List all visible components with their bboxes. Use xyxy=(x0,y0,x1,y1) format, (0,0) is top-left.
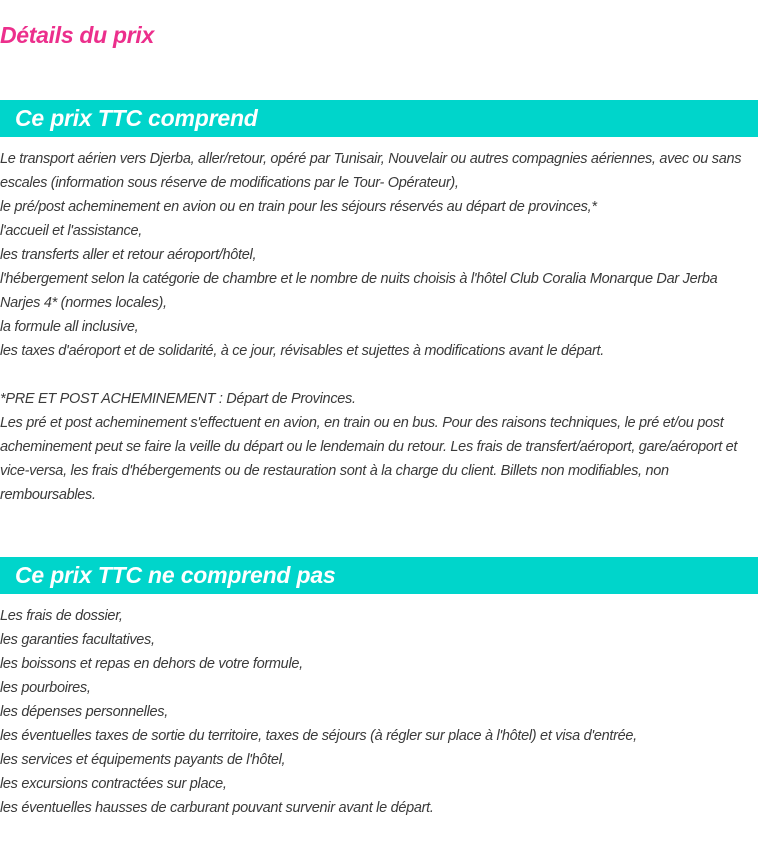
included-section-header: Ce prix TTC comprend xyxy=(0,100,758,137)
list-item: les éventuelles taxes de sortie du territoire, taxes de séjours (à régler sur place à l'hôtel) et visa d'entrée, xyxy=(0,728,637,744)
page-title: Détails du prix xyxy=(0,22,154,48)
excluded-section-header: Ce prix TTC ne comprend pas xyxy=(0,557,758,594)
list-item: les services et équipements payants de l'hôtel, xyxy=(0,752,286,768)
list-item: les excursions contractées sur place, xyxy=(0,776,227,792)
list-item: l'accueil et l'assistance, xyxy=(0,223,143,239)
list-item: les taxes d'aéroport et de solidarité, à ce jour, révisables et sujettes à modifications avant le départ. xyxy=(0,343,604,359)
excluded-section-body xyxy=(0,604,750,820)
list-item: les boissons et repas en dehors de votre formule, xyxy=(0,656,303,672)
list-item: les éventuelles hausses de carburant pouvant survenir avant le départ. xyxy=(0,800,434,816)
list-item: les pourboires, xyxy=(0,680,91,696)
list-item: Le transport aérien vers Djerba, aller/retour, opéré par Tunisair, Nouvelair ou autres compagnies aériennes, avec ou sans escales (information sous réserve de modifications par le Tour- Opérateur), xyxy=(0,151,742,191)
list-item: la formule all inclusive, xyxy=(0,319,139,335)
list-item: les garanties facultatives, xyxy=(0,632,155,648)
list-item: le pré/post acheminement en avion ou en train pour les séjours réservés au départ de provinces,* xyxy=(0,199,597,215)
list-item: les dépenses personnelles, xyxy=(0,704,168,720)
list-item: les transferts aller et retour aéroport/hôtel, xyxy=(0,247,257,263)
note-text: Les pré et post acheminement s'effectuent en avion, en train ou en bus. Pour des raisons techniques, le pré et/ou post acheminement peut se faire la veille du départ ou le lendemain du retour. Les frais de transfert/aéroport, gare/aéroport et vice-versa, les frais d'hébergements ou de restauration sont à la charge du client. Billets non modifiables, non remboursables. xyxy=(0,415,738,503)
note-title: *PRE ET POST ACHEMINEMENT : Départ de Provinces. xyxy=(0,391,356,407)
list-item: Les frais de dossier, xyxy=(0,608,123,624)
paragraph-spacer xyxy=(0,363,750,387)
included-section-body xyxy=(0,147,750,507)
list-item: l'hébergement selon la catégorie de chambre et le nombre de nuits choisis à l'hôtel Club Coralia Monarque Dar Jerba Narjes 4* (normes locales), xyxy=(0,271,718,311)
